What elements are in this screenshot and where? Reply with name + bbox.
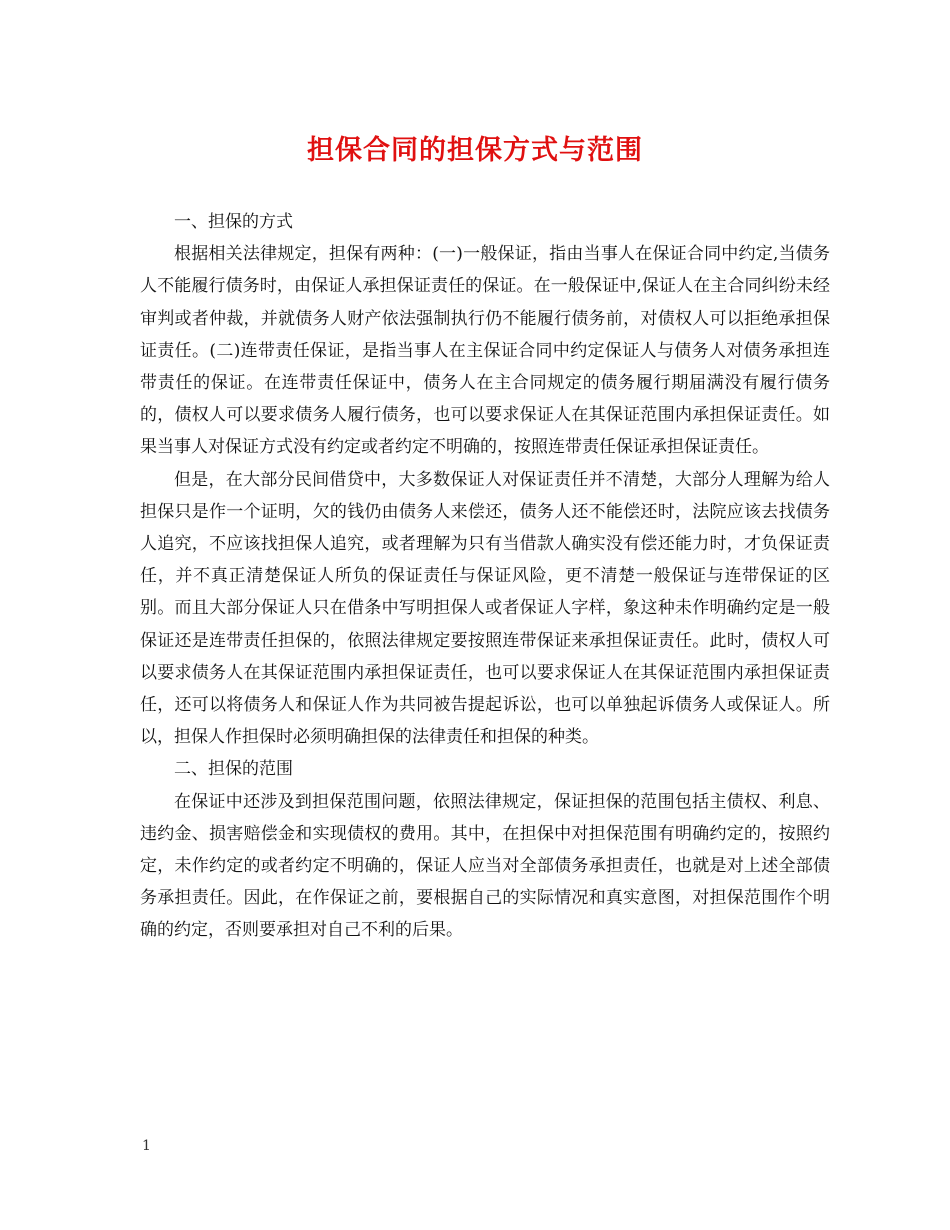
document-body (140, 206, 830, 947)
page-number: 1 (142, 1138, 151, 1154)
section-heading-methods: 一、担保的方式 (174, 212, 293, 232)
paragraph-guarantee-scope: 在保证中还涉及到担保范围问题，依照法律规定，保证担保的范围包括主债权、利息、违约金、损害赔偿金和实现债权的费用。其中，在担保中对担保范围有明确约定的，按照约定，未作约定的或者约定不明确的，保证人应当对全部债务承担责任，也就是对上述全部债务承担责任。因此，在作保证之前，要根据自己的实际情况和真实意图，对担保范围作个明确的约定，否则要承担对自己不利的后果。 (140, 791, 830, 941)
paragraph-guarantee-types: 根据相关法律规定，担保有两种：(一)一般保证，指由当事人在保证合同中约定,当债务人不能履行债务时，由保证人承担保证责任的保证。在一般保证中,保证人在主合同纠纷未经审判或者仲裁，并就债务人财产依法强制执行仍不能履行债务前，对债权人可以拒绝承担保证责任。(二)连带责任保证，是指当事人在主保证合同中约定保证人与债务人对债务承担连带责任的保证。在连带责任保证中，债务人在主合同规定的债务履行期届满没有履行债务的，债权人可以要求债务人履行债务，也可以要求保证人在其保证范围内承担保证责任。如果当事人对保证方式没有约定或者约定不明确的，按照连带责任保证承担保证责任。 (140, 244, 830, 458)
section-heading-scope: 二、担保的范围 (174, 759, 293, 780)
paragraph-private-lending: 但是，在大部分民间借贷中，大多数保证人对保证责任并不清楚，大部分人理解为给人担保只是作一个证明，欠的钱仍由债务人来偿还，债务人还不能偿还时，法院应该去找债务人追究，不应该找担保人追究，或者理解为只有当借款人确实没有偿还能力时，才负保证责任，并不真正清楚保证人所负的保证责任与保证风险，更不清楚一般保证与连带保证的区别。而且大部分保证人只在借条中写明担保人或者保证人字样，象这种未作明确约定是一般保证还是连带责任担保的，依照法律规定要按照连带保证来承担保证责任。此时，债权人可以要求债务人在其保证范围内承担保证责任，也可以要求保证人在其保证范围内承担保证责任，还可以将债务人和保证人作为共同被告提起诉讼，也可以单独起诉债务人或保证人。所以，担保人作担保时必须明确担保的法律责任和担保的种类。 (140, 469, 830, 748)
document-title: 担保合同的担保方式与范围 (307, 135, 643, 166)
